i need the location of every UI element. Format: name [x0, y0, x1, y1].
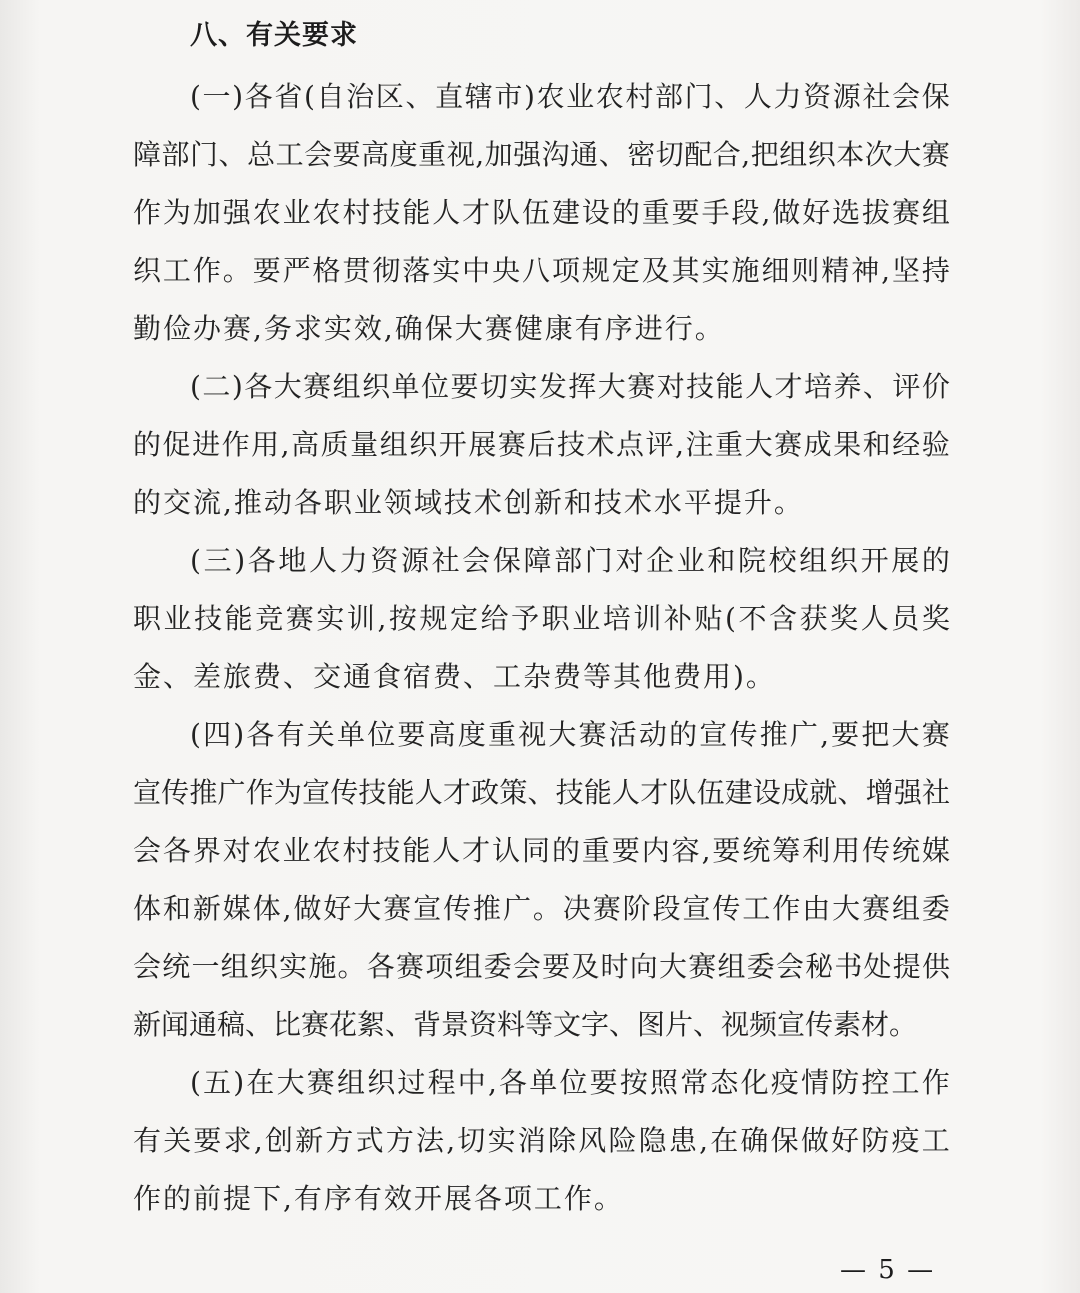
paragraph-4-line-5: 会统一组织实施。各赛项组委会要及时向大赛组委会秘书处提供 [133, 950, 952, 983]
paragraph-1-line-4: 织工作。要严格贯彻落实中央八项规定及其实施细则精神,坚持 [133, 254, 952, 287]
section-heading: 八、有关要求 [190, 20, 358, 51]
bleed-through-text [720, 22, 1050, 48]
paragraph-2-line-2: 的促进作用,高质量组织开展赛后技术点评,注重大赛成果和经验 [133, 428, 952, 461]
paragraph-2-line-3: 的交流,推动各职业领域技术创新和技术水平提升。 [133, 486, 804, 519]
paragraph-3-line-2: 职业技能竞赛实训,按规定给予职业培训补贴(不含获奖人员奖 [133, 602, 953, 635]
paragraph-4-line-3: 会各界对农业农村技能人才认同的重要内容,要统筹利用传统媒 [133, 834, 952, 867]
paragraph-1-line-1: (一)各省(自治区、直辖市)农业农村部门、人力资源社会保 [190, 80, 952, 113]
paragraph-4-line-2: 宣传推广作为宣传技能人才政策、技能人才队伍建设成就、增强社 [133, 776, 951, 809]
paragraph-4-line-6: 新闻通稿、比赛花絮、背景资料等文字、图片、视频宣传素材。 [133, 1008, 918, 1041]
paragraph-3-line-1: (三)各地人力资源社会保障部门对企业和院校组织开展的 [190, 544, 953, 577]
paragraph-4-line-1: (四)各有关单位要高度重视大赛活动的宣传推广,要把大赛 [190, 718, 952, 751]
paragraph-1-line-3: 作为加强农业农村技能人才队伍建设的重要手段,做好选拔赛组 [133, 196, 952, 229]
paragraph-4-line-4: 体和新媒体,做好大赛宣传推广。决赛阶段宣传工作由大赛组委 [133, 892, 952, 925]
paragraph-1-line-2: 障部门、总工会要高度重视,加强沟通、密切配合,把组织本次大赛 [133, 138, 951, 171]
paragraph-2-line-1: (二)各大赛组织单位要切实发挥大赛对技能人才培养、评价 [190, 370, 952, 403]
paragraph-5-line-1: (五)在大赛组织过程中,各单位要按照常态化疫情防控工作 [190, 1066, 952, 1099]
paragraph-5-line-3: 作的前提下,有序有效开展各项工作。 [133, 1182, 624, 1215]
paragraph-5-line-2: 有关要求,创新方式方法,切实消除风险隐患,在确保做好防疫工 [133, 1124, 952, 1157]
paragraph-1-line-5: 勤俭办赛,务求实效,确保大赛健康有序进行。 [133, 312, 725, 345]
page-number: — 5 — [840, 1255, 936, 1285]
paragraph-3-line-3: 金、差旅费、交通食宿费、工杂费等其他费用)。 [133, 660, 776, 693]
